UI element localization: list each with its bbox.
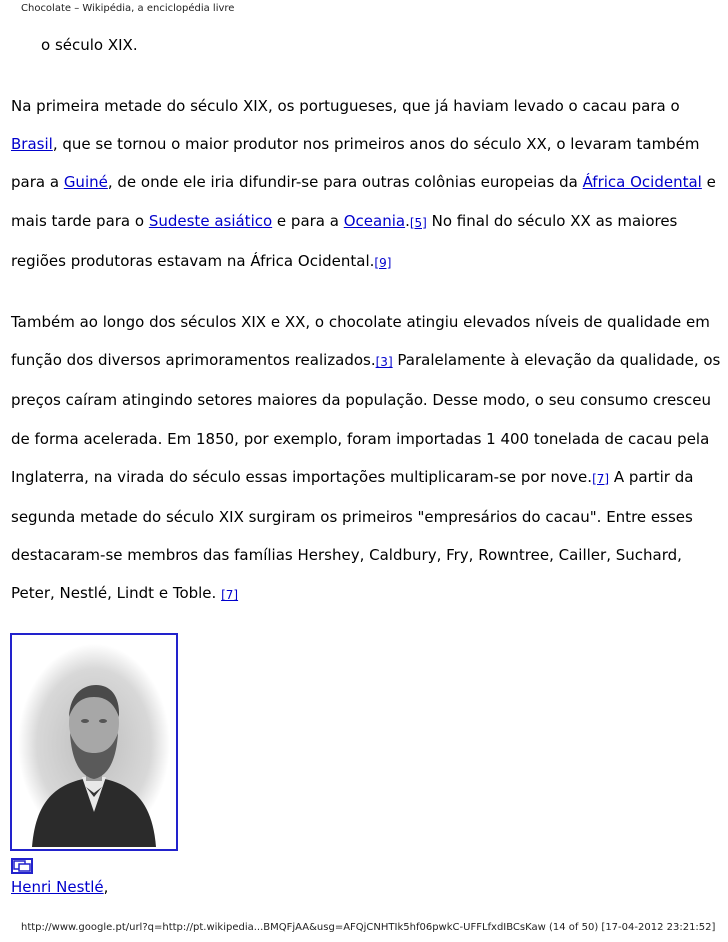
text: Na primeira metade do século XIX, os portugueses, que já haviam levado o cacau para o <box>11 97 680 115</box>
caption-suffix: , <box>103 878 109 896</box>
link-oceania[interactable]: Oceania <box>343 211 406 230</box>
text: , de onde ele iria difundir-se para outras colônias europeias da <box>107 173 583 192</box>
reference-link-9[interactable]: [9] <box>374 255 392 270</box>
portrait-image-link[interactable] <box>10 633 178 851</box>
text: Também ao longo dos séculos XIX e XX, o chocolate atingiu elevados níveis de qualidade em função dos diversos aprimoramentos realizados. <box>11 313 710 370</box>
text: e mais tarde para o <box>11 173 716 230</box>
reference-link-3[interactable]: [3] <box>375 355 393 370</box>
link-guine[interactable]: Guiné <box>63 173 108 192</box>
reference-link-7[interactable]: [7] <box>592 471 610 486</box>
link-henri-nestle[interactable]: Henri Nestlé <box>11 878 104 896</box>
link-sudeste-asiatico[interactable]: Sudeste asiático <box>148 211 273 230</box>
text: A partir da segunda metade do século XIX surgiram os primeiros "empresários do cacau". Entre esses destacaram-se membros das famílias Hershey, Caldbury, Fry, Rowntree, Cailler, Suchard, Peter, Nestlé, Lindt e Toble. <box>11 467 694 603</box>
reference-link-5[interactable]: [5] <box>409 215 427 230</box>
text: , que se tornou o maior produtor nos primeiros anos do século XX, o levaram também para a <box>11 135 700 192</box>
reference-link-7b[interactable]: [7] <box>221 588 239 603</box>
henri-nestle-portrait <box>14 637 174 847</box>
intro-line: o século XIX. <box>41 36 138 54</box>
paragraph-1 <box>11 87 723 282</box>
figure-caption <box>11 878 108 896</box>
page-header-title: Chocolate – Wikipédia, a enciclopédia livre <box>21 3 235 14</box>
link-brasil[interactable]: Brasil <box>11 135 53 154</box>
text: e para a <box>272 211 344 230</box>
text: . <box>405 211 410 230</box>
enlarge-icon[interactable] <box>11 858 33 874</box>
page-footer-url: http://www.google.pt/url?q=http://pt.wikipedia...BMQFjAA&usg=AFQjCNHTIk5hf06pwkC-UFFLfxdIBCsKaw (14 of 50) [17-04-2012 23:21:52] <box>21 922 716 933</box>
link-africa-ocidental[interactable]: África Ocidental <box>582 173 702 192</box>
paragraph-2 <box>11 303 723 615</box>
text: Paralelamente à elevação da qualidade, os preços caíram atingindo setores maiores da população. Desse modo, o seu consumo cresceu de forma acelerada. Em 1850, por exemplo, foram importadas 1 400 tonelada de cacau pela Inglaterra, na virada do século essas importações multiplicaram-se por nove. <box>11 351 721 486</box>
text: No final do século XX as maiores regiões produtoras estavam na África Ocidental. <box>11 211 678 270</box>
